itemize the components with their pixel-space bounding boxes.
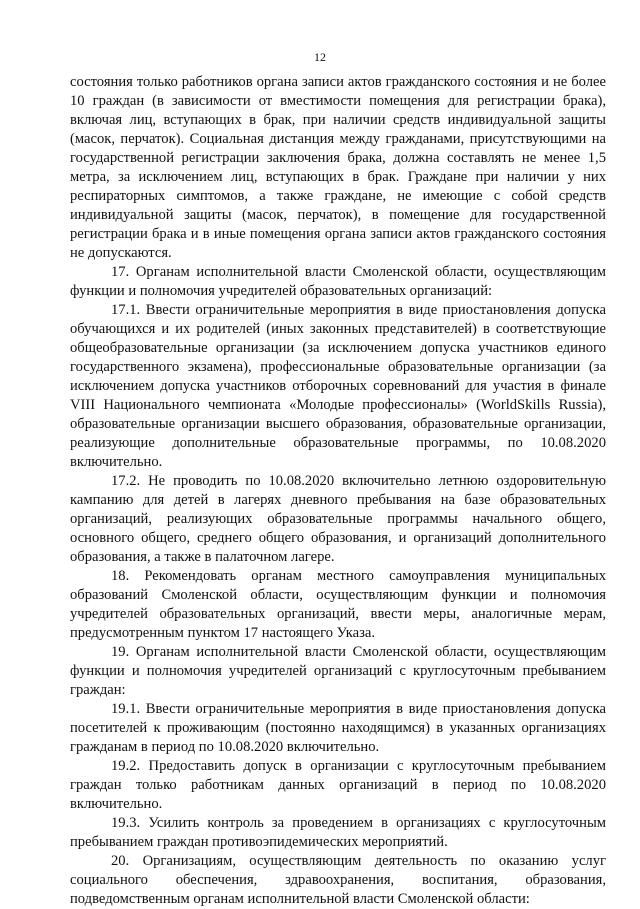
paragraph-19-3: 19.3. Усилить контроль за проведением в организациях с круглосуточным пребыванием граждан противоэпидемических мероприятий. <box>70 815 606 850</box>
paragraph-18: 18. Рекомендовать органам местного самоуправления муниципальных образований Смоленской области, осуществляющим функции и полномочия учредителей образовательных организаций, ввести меры, аналогичные мерам, предусмотренным пунктом 17 настоящего Указа. <box>70 568 606 641</box>
paragraph-20: 20. Организациям, осуществляющим деятельность по оказанию услуг социального обеспечения, здравоохранения, воспитания, образования, подведомственным органам исполнительной власти Смоленской области: <box>70 853 606 907</box>
paragraph-17-2: 17.2. Не проводить по 10.08.2020 включительно летнюю оздоровительную кампанию для детей в лагерях дневного пребывания на базе образовательных организаций, реализующих образовательные программы начального общего, основного общего, среднего общего образования, и организаций дополнительного образования, а также в палаточном лагере. <box>70 473 606 565</box>
paragraph-19-1: 19.1. Ввести ограничительные мероприятия в виде приостановления допуска посетителей к проживающим (постоянно находящимся) в указанных организациях гражданам в период по 10.08.2020 включительно. <box>70 701 606 755</box>
paragraph-19-2: 19.2. Предоставить допуск в организации с круглосуточным пребыванием граждан только работникам данных организаций в период по 10.08.2020 включительно. <box>70 758 606 812</box>
paragraph-continuation: состояния только работников органа записи актов гражданского состояния и не более 10 граждан (в зависимости от вместимости помещения для регистрации брака), включая лиц, вступающих в брак, при наличии средств индивидуальной защиты (масок, перчаток). Социальная дистанция между гражданами, присутствующими на государственной регистрации заключения брака, должна составлять не менее 1,5 метра, за исключением лиц, вступающих в брак. Граждане при наличии у них респираторных симптомов, а также граждане, не имеющие с собой средств индивидуальной защиты (масок, перчаток), в помещение для государственной регистрации брака и в иные помещения органа записи актов гражданского состояния не допускаются. <box>70 74 606 261</box>
paragraph-17-1: 17.1. Ввести ограничительные мероприятия в виде приостановления допуска обучающихся и их родителей (иных законных представителей) в соответствующие общеобразовательные организации (за исключением допуска участников единого государственного экзамена), профессиональные образовательные организации (за исключением допуска участников отборочных соревнований для участия в финале VIII Национального чемпионата «Молодые профессионалы» (WorldSkills Russia), образовательные организации высшего образования, образовательные организации, реализующие дополнительные образовательные программы, по 10.08.2020 включительно. <box>70 302 606 470</box>
page-number: 12 <box>314 50 326 64</box>
paragraph-19: 19. Органам исполнительной власти Смоленской области, осуществляющим функции и полномочия учредителей организаций с круглосуточным пребыванием граждан: <box>70 644 606 698</box>
document-body <box>70 73 606 909</box>
paragraph-17: 17. Органам исполнительной власти Смоленской области, осуществляющим функции и полномочия учредителей образовательных организаций: <box>70 264 606 299</box>
